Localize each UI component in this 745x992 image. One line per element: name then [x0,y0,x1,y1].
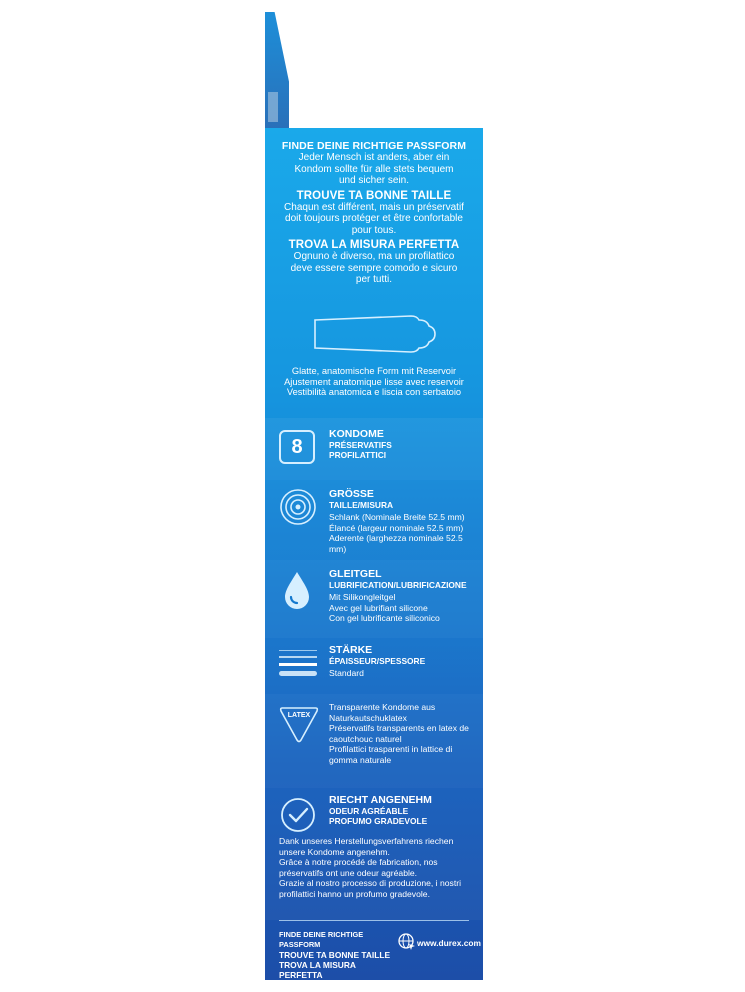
lube-title: GLEITGEL [329,568,382,580]
size-detail-de: Schlank (Nominale Breite 52.5 mm) [329,512,465,522]
feature-latex [265,694,483,788]
count-title: KONDOME [329,428,384,440]
latex-detail-de: Transparente Kondome aus Naturkautschuklatex [329,702,436,723]
lube-detail-it: Con gel lubrificante siliconico [329,613,440,623]
concentric-circles-icon [279,488,317,526]
condom-outline-icon [311,314,441,354]
footer-line-it: TROVA LA MISURA PERFETTA [279,960,356,980]
intro-text-fr: Chaqun est différent, mais un préservatif doit toujours protéger et être confortable pour tous. [284,201,464,236]
shape-text-de: Glatte, anatomische Form mit Reservoir [291,366,457,376]
latex-badge-label: LATEX [287,712,311,719]
feature-smell [265,788,483,920]
smell-sub-it: PROFUMO GRADEVOLE [329,816,428,826]
smell-sub-fr: ODEUR AGRÉABLE [329,806,409,816]
lube-detail-de: Mit Silikongleitgel [329,592,396,602]
lube-detail-fr: Avec gel lubrifiant silicone [329,602,428,613]
shape-text-fr: Ajustement anatomique lisse avec reservoir [284,376,464,387]
size-detail-fr: Élancé (largeur nominale 52.5 mm) [329,522,464,533]
size-title: GRÖSSE [329,488,374,500]
intro-text-de: Jeder Mensch ist anders, aber ein Kondom sollte für alle stets bequem und sicher sein. [294,152,454,186]
smell-detail-fr: Grâce à notre procédé de fabrication, nos préservatifs ont une odeur agréable. [279,857,438,878]
globe-cursor-icon [397,932,417,952]
intro-title-de: FINDE DEINE RICHTIGE PASSFORM [281,140,467,152]
intro-section [265,140,483,286]
latex-detail-it: Profilattici trasparenti in lattice di gomma naturale [329,744,453,765]
lube-sub: LUBRIFICATION/LUBRIFICAZIONE [329,580,467,590]
thickness-lines-icon [279,650,317,676]
footer-line-fr: TROUVE TA BONNE TAILLE [279,950,391,960]
smell-title: RIECHT ANGENEHM [329,794,432,806]
feature-lube [265,560,483,638]
shape-section [265,366,483,398]
count-sub-fr: PRÉSERVATIFS [329,440,392,450]
footer-url-link[interactable]: www.durex.com [417,938,481,948]
footer [265,920,483,980]
thickness-detail: Standard [329,668,364,678]
droplet-icon [281,570,313,610]
shape-text-it: Vestibilità anatomica e liscia con serbatoio [286,387,462,397]
smell-detail-it: Grazie al nostro processo di produzione, i nostri profilattici hanno un profumo gradevole. [279,878,461,899]
latex-detail-fr: Préservatifs transparents en latex de caoutchouc naturel [329,723,469,744]
count-sub-it: PROFILATTICI [329,450,387,460]
thickness-sub: ÉPAISSEUR/SPESSORE [329,656,426,666]
intro-title-it: TROVA LA MISURA PERFETTA [288,239,460,251]
thickness-title: STÄRKE [329,644,373,656]
feature-size [265,480,483,560]
intro-text-it: Ognuno è diverso, ma un profilattico deve essere sempre comodo e sicuro per tutti. [290,251,458,285]
box-flap-edge [268,92,278,122]
size-detail-it: Aderente (larghezza nominale 52.5 mm) [329,533,463,554]
smell-detail-de: Dank unseres Herstellungsverfahrens riechen unsere Kondome angenehm. [279,836,454,857]
intro-title-fr: TROUVE TA BONNE TAILLE [296,189,452,202]
latex-triangle-icon [279,704,319,744]
package-side-panel [265,128,483,980]
count-badge-icon: 8 [279,430,315,464]
feature-count [265,418,483,480]
feature-thickness [265,638,483,694]
checkmark-circle-icon [279,796,317,834]
footer-line-de: FINDE DEINE RICHTIGE PASSFORM [279,930,364,949]
size-sub: TAILLE/MISURA [329,500,394,510]
